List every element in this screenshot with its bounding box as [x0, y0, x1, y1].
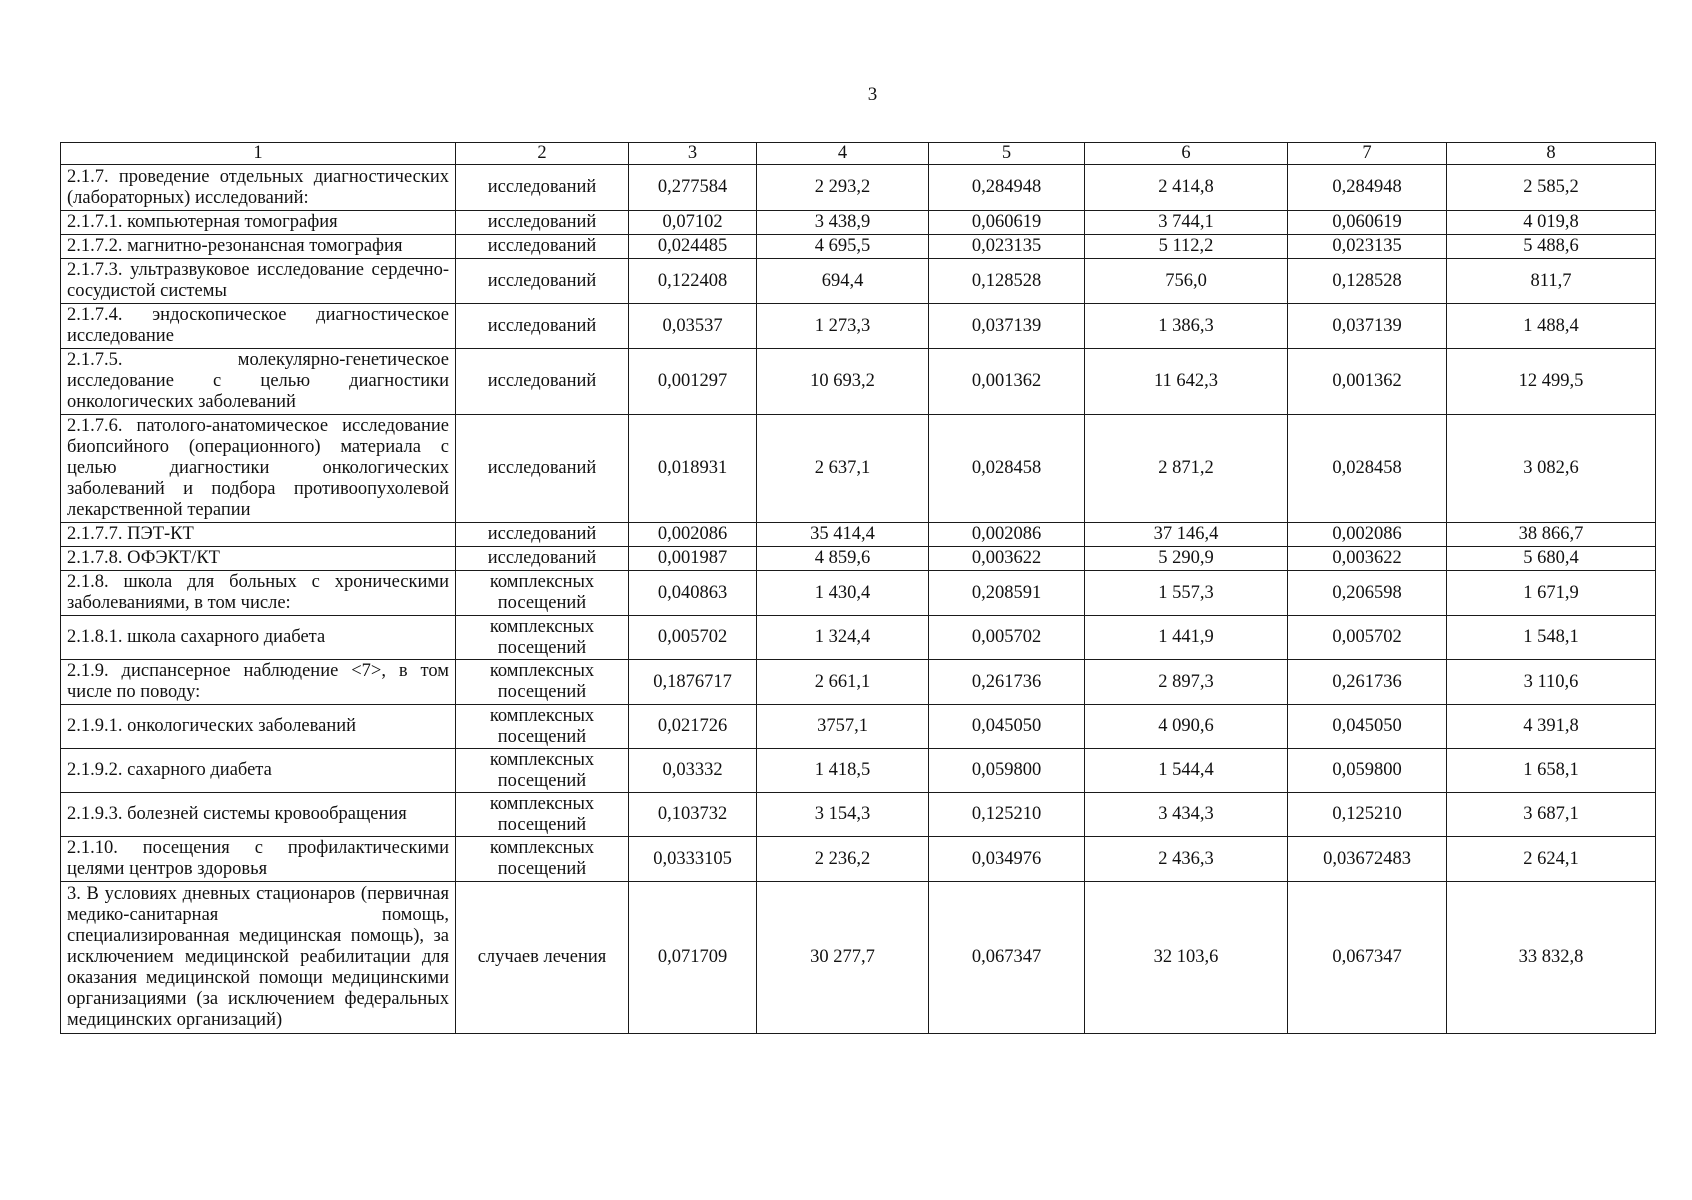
row-name-cell: 2.1.9. диспансерное наблюдение <7>, в том числе по поводу: — [61, 660, 456, 705]
unit-cell: комплексных посещений — [456, 660, 629, 705]
norms-table — [60, 142, 1656, 1034]
value-cell: 3 687,1 — [1447, 793, 1656, 837]
value-cell: 1 544,4 — [1085, 749, 1288, 793]
value-cell: 3 438,9 — [757, 211, 929, 235]
row-name-cell: 2.1.10. посещения с профилактическими целями центров здоровья — [61, 837, 456, 882]
value-cell: 0,001362 — [1288, 349, 1447, 415]
value-cell: 0,059800 — [1288, 749, 1447, 793]
value-cell: 0,003622 — [1288, 547, 1447, 571]
value-cell: 4 391,8 — [1447, 705, 1656, 749]
value-cell: 0,021726 — [629, 705, 757, 749]
value-cell: 4 859,6 — [757, 547, 929, 571]
value-cell: 1 386,3 — [1085, 304, 1288, 349]
row-name-cell: 2.1.7.2. магнитно-резонансная томография — [61, 235, 456, 259]
row-name-cell: 2.1.7.5. молекулярно-генетическое исследование с целью диагностики онкологических заболеваний — [61, 349, 456, 415]
unit-cell: комплексных посещений — [456, 571, 629, 616]
value-cell: 0,125210 — [1288, 793, 1447, 837]
table-row — [61, 660, 1656, 705]
value-cell: 0,037139 — [929, 304, 1085, 349]
column-header: 4 — [757, 143, 929, 165]
table-row — [61, 235, 1656, 259]
value-cell: 3757,1 — [757, 705, 929, 749]
value-cell: 2 661,1 — [757, 660, 929, 705]
value-cell: 3 744,1 — [1085, 211, 1288, 235]
value-cell: 2 637,1 — [757, 415, 929, 523]
value-cell: 694,4 — [757, 259, 929, 304]
value-cell: 33 832,8 — [1447, 882, 1656, 1034]
value-cell: 0,284948 — [929, 165, 1085, 211]
value-cell: 0,001297 — [629, 349, 757, 415]
value-cell: 0,1876717 — [629, 660, 757, 705]
column-header: 8 — [1447, 143, 1656, 165]
value-cell: 4 019,8 — [1447, 211, 1656, 235]
value-cell: 0,002086 — [1288, 523, 1447, 547]
value-cell: 0,045050 — [1288, 705, 1447, 749]
value-cell: 1 671,9 — [1447, 571, 1656, 616]
value-cell: 2 585,2 — [1447, 165, 1656, 211]
value-cell: 0,206598 — [1288, 571, 1447, 616]
column-header: 7 — [1288, 143, 1447, 165]
value-cell: 1 418,5 — [757, 749, 929, 793]
value-cell: 0,037139 — [1288, 304, 1447, 349]
unit-cell: комплексных посещений — [456, 705, 629, 749]
column-header: 6 — [1085, 143, 1288, 165]
unit-cell: исследований — [456, 523, 629, 547]
unit-cell: комплексных посещений — [456, 616, 629, 660]
table-row — [61, 837, 1656, 882]
table-body — [61, 165, 1656, 1034]
table-row — [61, 571, 1656, 616]
value-cell: 0,005702 — [629, 616, 757, 660]
value-cell: 1 658,1 — [1447, 749, 1656, 793]
table-row — [61, 415, 1656, 523]
unit-cell: комплексных посещений — [456, 749, 629, 793]
table-row — [61, 616, 1656, 660]
value-cell: 2 414,8 — [1085, 165, 1288, 211]
value-cell: 0,024485 — [629, 235, 757, 259]
row-name-cell: 3. В условиях дневных стационаров (первичная медико-санитарная помощь, специализированная медицинская помощь), за исключением медицинской реабилитации для оказания медицинской помощи медицинскими организациями (за исключением федеральных медицинских организаций) — [61, 882, 456, 1034]
table-row — [61, 523, 1656, 547]
column-header: 1 — [61, 143, 456, 165]
unit-cell: исследований — [456, 259, 629, 304]
value-cell: 11 642,3 — [1085, 349, 1288, 415]
unit-cell: исследований — [456, 349, 629, 415]
value-cell: 0,060619 — [1288, 211, 1447, 235]
value-cell: 0,128528 — [1288, 259, 1447, 304]
value-cell: 4 695,5 — [757, 235, 929, 259]
value-cell: 0,067347 — [1288, 882, 1447, 1034]
column-header: 3 — [629, 143, 757, 165]
value-cell: 1 441,9 — [1085, 616, 1288, 660]
value-cell: 30 277,7 — [757, 882, 929, 1034]
value-cell: 0,261736 — [1288, 660, 1447, 705]
value-cell: 37 146,4 — [1085, 523, 1288, 547]
value-cell: 2 293,2 — [757, 165, 929, 211]
value-cell: 1 324,4 — [757, 616, 929, 660]
value-cell: 0,023135 — [1288, 235, 1447, 259]
column-header: 2 — [456, 143, 629, 165]
value-cell: 0,001987 — [629, 547, 757, 571]
unit-cell: исследований — [456, 415, 629, 523]
value-cell: 12 499,5 — [1447, 349, 1656, 415]
value-cell: 4 090,6 — [1085, 705, 1288, 749]
value-cell: 0,005702 — [1288, 616, 1447, 660]
value-cell: 5 680,4 — [1447, 547, 1656, 571]
unit-cell: комплексных посещений — [456, 837, 629, 882]
table-row — [61, 749, 1656, 793]
table-row — [61, 349, 1656, 415]
row-name-cell: 2.1.7.4. эндоскопическое диагностическое исследование — [61, 304, 456, 349]
unit-cell: исследований — [456, 165, 629, 211]
table-row — [61, 882, 1656, 1034]
value-cell: 1 557,3 — [1085, 571, 1288, 616]
value-cell: 0,045050 — [929, 705, 1085, 749]
value-cell: 5 112,2 — [1085, 235, 1288, 259]
value-cell: 0,128528 — [929, 259, 1085, 304]
value-cell: 2 236,2 — [757, 837, 929, 882]
value-cell: 0,208591 — [929, 571, 1085, 616]
value-cell: 0,03672483 — [1288, 837, 1447, 882]
value-cell: 3 110,6 — [1447, 660, 1656, 705]
value-cell: 0,001362 — [929, 349, 1085, 415]
value-cell: 1 488,4 — [1447, 304, 1656, 349]
value-cell: 1 430,4 — [757, 571, 929, 616]
table-row — [61, 211, 1656, 235]
value-cell: 10 693,2 — [757, 349, 929, 415]
unit-cell: исследований — [456, 211, 629, 235]
value-cell: 32 103,6 — [1085, 882, 1288, 1034]
value-cell: 1 273,3 — [757, 304, 929, 349]
value-cell: 0,07102 — [629, 211, 757, 235]
value-cell: 3 082,6 — [1447, 415, 1656, 523]
value-cell: 0,060619 — [929, 211, 1085, 235]
value-cell: 0,059800 — [929, 749, 1085, 793]
value-cell: 756,0 — [1085, 259, 1288, 304]
value-cell: 0,261736 — [929, 660, 1085, 705]
value-cell: 35 414,4 — [757, 523, 929, 547]
table-row — [61, 165, 1656, 211]
unit-cell: исследований — [456, 547, 629, 571]
value-cell: 0,277584 — [629, 165, 757, 211]
value-cell: 5 290,9 — [1085, 547, 1288, 571]
value-cell: 0,0333105 — [629, 837, 757, 882]
row-name-cell: 2.1.7.3. ультразвуковое исследование сердечно-сосудистой системы — [61, 259, 456, 304]
value-cell: 0,067347 — [929, 882, 1085, 1034]
value-cell: 0,005702 — [929, 616, 1085, 660]
value-cell: 2 871,2 — [1085, 415, 1288, 523]
table-row — [61, 259, 1656, 304]
value-cell: 2 436,3 — [1085, 837, 1288, 882]
row-name-cell: 2.1.7.7. ПЭТ-КТ — [61, 523, 456, 547]
table-row — [61, 705, 1656, 749]
column-number-row — [61, 143, 1656, 165]
value-cell: 0,03332 — [629, 749, 757, 793]
value-cell: 0,003622 — [929, 547, 1085, 571]
unit-cell: исследований — [456, 235, 629, 259]
value-cell: 0,002086 — [929, 523, 1085, 547]
value-cell: 1 548,1 — [1447, 616, 1656, 660]
table-row — [61, 547, 1656, 571]
row-name-cell: 2.1.7. проведение отдельных диагностических (лабораторных) исследований: — [61, 165, 456, 211]
value-cell: 2 624,1 — [1447, 837, 1656, 882]
table-row — [61, 793, 1656, 837]
value-cell: 0,018931 — [629, 415, 757, 523]
row-name-cell: 2.1.7.1. компьютерная томография — [61, 211, 456, 235]
value-cell: 811,7 — [1447, 259, 1656, 304]
row-name-cell: 2.1.7.6. патолого-анатомическое исследование биопсийного (операционного) материала с целью диагностики онкологических заболеваний и подбора противоопухолевой лекарственной терапии — [61, 415, 456, 523]
value-cell: 0,023135 — [929, 235, 1085, 259]
row-name-cell: 2.1.8. школа для больных с хроническими заболеваниями, в том числе: — [61, 571, 456, 616]
value-cell: 0,028458 — [929, 415, 1085, 523]
unit-cell: исследований — [456, 304, 629, 349]
table-row — [61, 304, 1656, 349]
value-cell: 2 897,3 — [1085, 660, 1288, 705]
value-cell: 0,002086 — [629, 523, 757, 547]
value-cell: 5 488,6 — [1447, 235, 1656, 259]
value-cell: 0,034976 — [929, 837, 1085, 882]
value-cell: 0,122408 — [629, 259, 757, 304]
row-name-cell: 2.1.9.2. сахарного диабета — [61, 749, 456, 793]
value-cell: 3 154,3 — [757, 793, 929, 837]
value-cell: 0,284948 — [1288, 165, 1447, 211]
value-cell: 0,103732 — [629, 793, 757, 837]
value-cell: 0,03537 — [629, 304, 757, 349]
value-cell: 0,040863 — [629, 571, 757, 616]
value-cell: 38 866,7 — [1447, 523, 1656, 547]
row-name-cell: 2.1.7.8. ОФЭКТ/КТ — [61, 547, 456, 571]
page-number: 3 — [867, 84, 878, 105]
value-cell: 0,125210 — [929, 793, 1085, 837]
unit-cell: комплексных посещений — [456, 793, 629, 837]
row-name-cell: 2.1.9.1. онкологических заболеваний — [61, 705, 456, 749]
value-cell: 0,071709 — [629, 882, 757, 1034]
unit-cell: случаев лечения — [456, 882, 629, 1034]
row-name-cell: 2.1.8.1. школа сахарного диабета — [61, 616, 456, 660]
value-cell: 3 434,3 — [1085, 793, 1288, 837]
row-name-cell: 2.1.9.3. болезней системы кровообращения — [61, 793, 456, 837]
value-cell: 0,028458 — [1288, 415, 1447, 523]
column-header: 5 — [929, 143, 1085, 165]
